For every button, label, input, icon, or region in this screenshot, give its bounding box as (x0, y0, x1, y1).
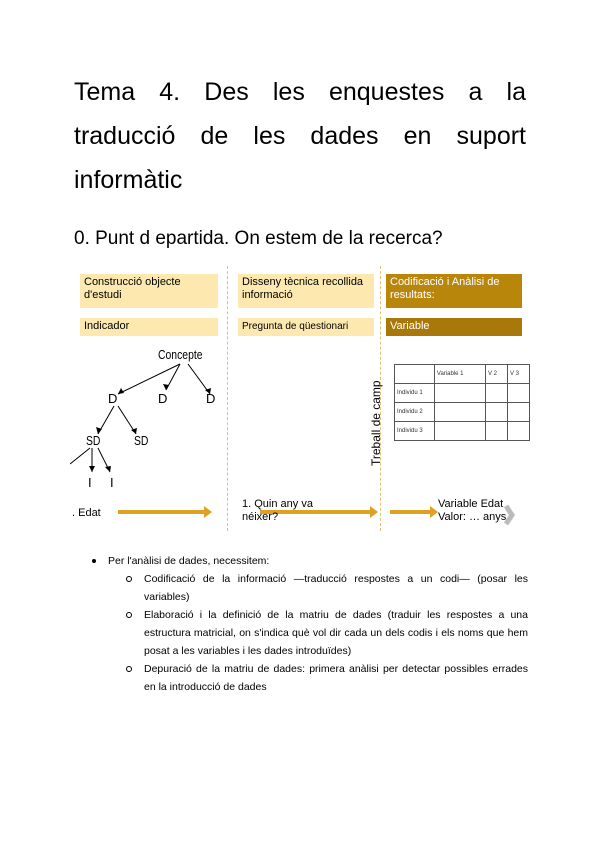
tree-concept: Concepte (158, 347, 203, 362)
matrix-header: V 3 (507, 365, 529, 384)
col3-sub: Variable (386, 318, 522, 336)
section-heading: 0. Punt d epartida. On estem de la recerca? (74, 228, 443, 249)
tree-arrowhead (105, 466, 111, 472)
col1-header: Construcció objecte d'estudi (80, 274, 218, 308)
chevron-right-icon (506, 506, 512, 524)
tree-node-d: D (158, 391, 168, 406)
bottom-left-label: . Edat (72, 507, 101, 519)
matrix-row (395, 422, 530, 441)
tree-edge (118, 364, 180, 394)
matrix-row-label: Individu 3 (395, 422, 435, 441)
matrix-header: Variable 1 (434, 365, 485, 384)
flow-arrow (118, 506, 212, 518)
matrix-row (395, 384, 530, 403)
bottom-mid-label: 1. Quin any va néixer? (242, 498, 313, 523)
bullet-sub: Codificació de la informació —traducció respostes a un codi— (posar les variables) (90, 570, 528, 606)
matrix-header: V 2 (485, 365, 507, 384)
tree-node-d: D (206, 391, 216, 406)
col2-sub: Pregunta de qüestionari (238, 318, 374, 336)
bullet-main: Per l'anàlisi de dades, necessitem: (90, 552, 528, 570)
tree-node-sd: SD (134, 433, 149, 448)
bullet-sub: Elaboració i la definició de la matriu de dades (traduir les respostes a una estructura matricial, on s'indica què vol dir cada un dels codis i els noms que hem posat a les variables i les dades introduïdes) (90, 606, 528, 660)
matrix-header-row (395, 365, 530, 384)
data-matrix (394, 364, 530, 441)
tree-arrowhead (89, 466, 95, 472)
matrix-row-label: Individu 2 (395, 403, 435, 422)
research-diagram (70, 266, 530, 536)
tree-edge (70, 448, 90, 464)
bullet-list (90, 552, 528, 696)
col1-sub: Indicador (80, 318, 218, 336)
tree-node-d: D (108, 391, 118, 406)
col3-header: Codificació i Anàlisi de resultats: (386, 274, 522, 308)
bullet-sub: Depuració de la matriu de dades: primera anàlisi per detectar possibles errades en la introducció de dades (90, 660, 528, 696)
tree-node-i: I (88, 475, 92, 490)
vertical-label: Treball de camp (369, 380, 383, 466)
matrix-cell (395, 365, 435, 384)
matrix-row (395, 403, 530, 422)
matrix-row-label: Individu 1 (395, 384, 435, 403)
bottom-right-label-2: Valor: … anys (438, 511, 507, 523)
bottom-right-label-1: Variable Edat (438, 498, 504, 510)
flow-arrow (390, 506, 438, 518)
tree-node-i: I (110, 475, 114, 490)
col2-header: Disseny tècnica recollida informació (238, 274, 374, 308)
tree-node-sd: SD (86, 433, 101, 448)
document-title: Tema 4. Des les enquestes a la traducció de les dades en suport informàtic (74, 78, 526, 194)
